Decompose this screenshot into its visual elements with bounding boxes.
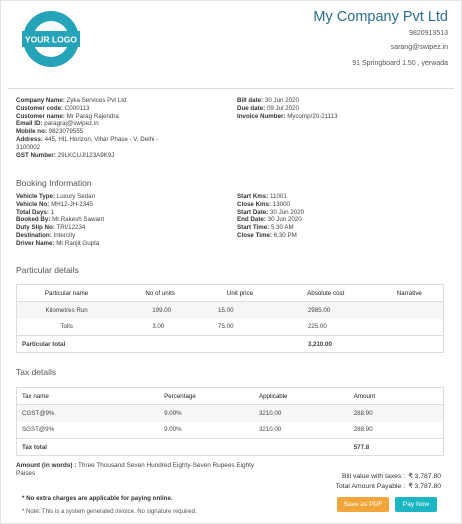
table-cell: 225.00 — [307, 323, 327, 331]
table-cell: 3210.00 — [258, 426, 282, 434]
start-kms: Start Kms: 11001 — [237, 193, 287, 200]
words-value: Three Thousand Seven Hundred Eighty-Seven Rupees Eighty — [78, 462, 255, 469]
company-address: 91 Springboard 1.50 , yerwada — [352, 60, 448, 67]
total-amount-payable: Total Amount Payable : ₹ 3,787.80 — [335, 483, 441, 490]
close-kms: Close Kms: 13000 — [237, 200, 290, 208]
column-header: Particular name — [17, 285, 117, 302]
totals-block — [336, 472, 441, 492]
customer-info — [16, 97, 226, 159]
column-header: Amount — [349, 388, 444, 405]
destination: Destination: Intercity — [16, 231, 76, 239]
table-row — [17, 302, 444, 319]
customer-code: Customer code: C000113 — [16, 104, 90, 112]
column-header: Tax name — [17, 388, 160, 405]
table-cell — [376, 302, 444, 319]
bill-date: Bill date: 30 Jun 2020 — [237, 97, 299, 104]
column-header: Unit price — [204, 285, 276, 302]
vehicle-type: Vehicle Type: Luxury Sedan — [16, 193, 96, 200]
total-days: Total Days: 1 — [16, 208, 55, 216]
invoice-number: Invoice Number: Mycomp/20-21113 — [237, 112, 338, 120]
due-date: Due date: 09 Jul 2020 — [237, 104, 299, 112]
column-header: Absolute cost — [276, 285, 376, 302]
customer-mobile: Mobile no: 9823079555 — [16, 128, 84, 136]
table-cell: 9.00% — [159, 405, 254, 422]
words-label: Amount (in words) : — [16, 462, 77, 469]
booked-by: Booked By: Mr.Rakesh Sawant — [16, 216, 105, 224]
column-header: Percentage — [159, 388, 254, 405]
note-system: * Note: This is a system generated invoice. No signature required. — [22, 509, 197, 515]
booking-title: Booking Information — [16, 178, 92, 188]
table-cell: 15.00 — [204, 302, 276, 319]
amount-in-words — [16, 462, 266, 478]
driver-name: Driver Name: Mr.Ranjit Gupta — [16, 239, 100, 247]
customer-company: Company Name: Zyka Services Pvt Ltd — [16, 97, 127, 104]
company-info — [313, 9, 448, 67]
booking-info-left — [16, 193, 226, 248]
company-logo — [22, 10, 80, 68]
table-cell: 3.00 — [152, 323, 165, 331]
table-cell: 288.90 — [349, 405, 444, 422]
table-cell: 2985.00 — [276, 302, 376, 319]
total-value: 3,210.00 — [276, 336, 376, 353]
booking-info-right — [237, 193, 447, 240]
note-online: * No extra charges are applicable for paying online. — [22, 495, 173, 502]
table-cell: 9.00% — [164, 426, 182, 434]
table-header-row — [17, 285, 444, 302]
company-name: My Company Pvt Ltd — [313, 9, 448, 25]
table-row — [17, 405, 444, 422]
table-cell: Tolls — [60, 323, 73, 331]
customer-address: Address: 445, HIL Horizon, Vihar Phase - V, Delhi - — [16, 135, 159, 143]
table-cell: SGST@9% — [22, 426, 55, 434]
table-row — [17, 319, 444, 336]
customer-gst: GST Number: 29LKCUJI123A9K9J — [16, 151, 115, 159]
vehicle-no: Vehicle No: MH12-JH-2345 — [16, 200, 94, 208]
total-value: 577.8 — [349, 439, 444, 456]
customer-email: Email ID: paragraj@swipez.in — [16, 120, 99, 128]
customer-address-line2: 3100002 — [16, 143, 41, 151]
column-header: No of units — [116, 285, 204, 302]
tax-table — [16, 387, 444, 456]
total-label: Particular total — [17, 336, 117, 353]
table-total-row — [17, 439, 444, 456]
column-header: Narrative — [376, 285, 444, 302]
table-cell: 199.00 — [116, 302, 204, 319]
table-cell: 75.00 — [218, 323, 234, 331]
table-total-row — [17, 336, 444, 353]
table-cell: 3210.00 — [254, 405, 349, 422]
bill-value-with-taxes: Bill value with taxes : ₹ 3,787.80 — [342, 473, 441, 480]
total-label: Tax total — [17, 439, 160, 456]
table-cell — [376, 319, 444, 336]
company-email: sarang@swipez.in — [390, 44, 448, 51]
customer-name: Customer name: Mr Parag Rajendra — [16, 112, 119, 120]
svg-text:YOUR LOGO: YOUR LOGO — [25, 34, 77, 45]
start-date: Start Date: 30 Jun 2020 — [237, 208, 305, 216]
particulars-title: Particular details — [16, 265, 79, 275]
header-divider — [8, 88, 454, 89]
save-as-pdf-button[interactable]: Save as PDF — [337, 497, 389, 512]
start-time: Start Time: 5:30 AM — [237, 224, 294, 232]
duty-slip-no: Duty Slip No: TRI/12234 — [16, 224, 86, 232]
pay-now-button[interactable]: Pay Now — [395, 497, 437, 512]
particulars-table — [16, 284, 444, 353]
table-row — [17, 422, 444, 439]
table-cell: CGST@9% — [17, 405, 160, 422]
company-phone: 9820913513 — [409, 30, 448, 37]
end-date: End Date: 30 Jun 2020 — [237, 216, 302, 224]
words-value-line2: Paises — [16, 469, 36, 477]
table-cell: 288.90 — [353, 426, 373, 434]
close-time: Close Time: 6:30 PM — [237, 231, 297, 239]
table-header-row — [17, 388, 444, 405]
bill-info — [237, 97, 447, 120]
table-cell: Kilometres Run — [17, 302, 117, 319]
tax-title: Tax details — [16, 367, 57, 377]
column-header: Applicable — [254, 388, 349, 405]
